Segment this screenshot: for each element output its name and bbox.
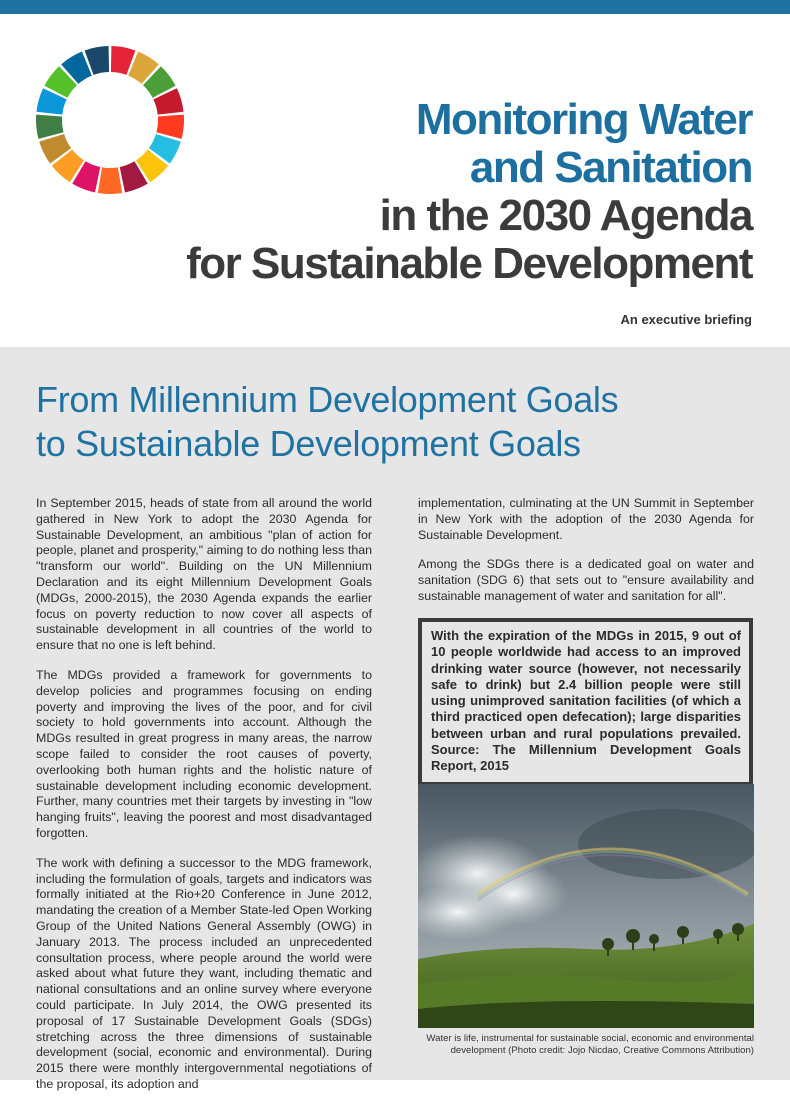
top-accent-bar bbox=[0, 0, 790, 14]
document-subtitle: An executive briefing bbox=[620, 312, 752, 327]
mdg-fact-callout: With the expiration of the MDGs in 2015, 9 out of 10 people worldwide had access to an improved drinking water source (however, not necessarily safe to drink) but 2.4 billion people were still using unimproved sanitation facilities (of which a third practiced open defecation); large disparities between urban and rural populations prevailed. Source: The Millennium Development Goals Report, 2015 bbox=[418, 618, 753, 786]
body-paragraph-1: In September 2015, heads of state from all around the world gathered in New York to adopt the 2030 Agenda for Sustainable Development, an ambitious "plan of action for people, planet and prosperity," aiming to do nothing less than "transform our world". Building on the UN Millennium Declaration and its eight Millennium Development Goals (MDGs, 2000-2015), the 2030 Agenda expands the earlier focus on poverty reduction to now cover all aspects of sustainable development in all countries of the world to ensure that no one is left behind. bbox=[36, 496, 372, 653]
photo-caption-line-1: Water is life, instrumental for sustainable social, economic and environmental bbox=[426, 1033, 754, 1044]
body-paragraph-3: The work with defining a successor to the MDG framework, including the formulation of goals, targets and indicators was formally initiated at the Rio+20 Conference in June 2012, mandating the creation of a Member State-led Open Working Group of the United Nations General Assembly (OWG) in January 2013. The process included an unprecedented consultation process, where people around the world were asked about what future they want, including thematic and national consultations and an online survey where everyone could participate. In July 2014, the OWG presented its proposal of 17 Sustainable Development Goals (SDGs) stretching across the three dimensions of sustainable development (social, economic and environmental). During 2015 there were monthly intergovernmental negotiations of the proposal, its adoption and bbox=[36, 855, 372, 1091]
body-paragraph-5: Among the SDGs there is a dedicated goal on water and sanitation (SDG 6) that sets out to "ensure availability and sustainable management of water and sanitation for all". bbox=[418, 557, 754, 603]
left-column bbox=[36, 496, 372, 1107]
document-title bbox=[186, 96, 752, 288]
body-paragraph-4: implementation, culminating at the UN Summit in September in New York with the adoption of the 2030 Agenda for Sustainable Development. bbox=[418, 496, 754, 542]
title-line-3: in the 2030 Agenda bbox=[379, 191, 752, 240]
photo-caption bbox=[418, 1033, 754, 1057]
title-line-4: for Sustainable Development bbox=[186, 239, 752, 288]
wheel-segment bbox=[156, 115, 184, 139]
wheel-segment bbox=[98, 167, 122, 194]
photo-caption-line-2: development (Photo credit: Jojo Nicdao, Creative Commons Attribution) bbox=[450, 1045, 754, 1056]
section-heading-line-1: From Millennium Development Goals bbox=[36, 379, 619, 420]
sdg-wheel-logo bbox=[34, 44, 186, 196]
section-heading bbox=[36, 378, 618, 466]
right-column bbox=[418, 496, 754, 619]
title-line-1: Monitoring Water bbox=[415, 95, 752, 144]
landscape-photo bbox=[418, 784, 754, 1028]
title-line-2: and Sanitation bbox=[469, 143, 752, 192]
rainbow-landscape-image bbox=[418, 784, 754, 1028]
section-heading-line-2: to Sustainable Development Goals bbox=[36, 423, 581, 464]
wheel-segment bbox=[36, 115, 64, 139]
body-paragraph-2: The MDGs provided a framework for governments to develop policies and programmes focusing on ending poverty and improving the lives of the poor, and for civil society to hold governments into account. Although the MDGs resulted in great progress in many areas, the narrow scope failed to consider the root causes of poverty, overlooking both human rights and the holistic nature of sustainable development including economic development. Further, many countries met their targets by investing in "low hanging fruits", leaving the poorest and most disadvantaged forgotten. bbox=[36, 667, 372, 840]
